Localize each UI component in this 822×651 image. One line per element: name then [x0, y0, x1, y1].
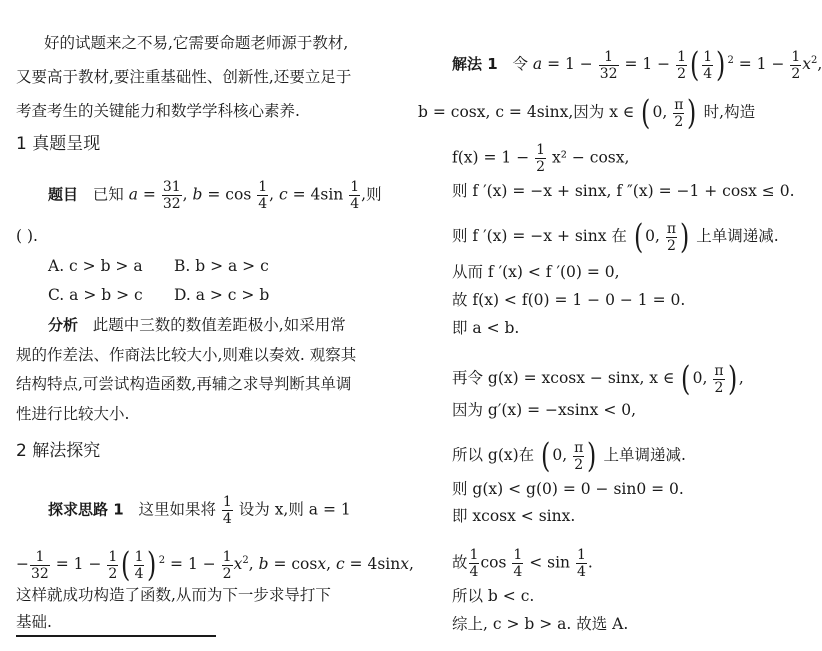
solution-since: 从而 f ′(x) < f ′(0) = 0, [452, 263, 620, 281]
solution-g: 再令 g(x) = xcosx − sinx, x ∈ ( 0, $\frac{\pi}{2}$ ) , [452, 359, 744, 399]
idea-end-2: 基础. [16, 613, 52, 631]
analysis-line-4: 性进行比较大小. [16, 405, 130, 423]
fraction-1-32: $\frac{1}{32}$ [31, 548, 49, 582]
option-c: C. a > b > c [48, 286, 143, 304]
solution-gp: 因为 g′(x) = −xsinx < 0, [452, 401, 637, 419]
solution-deriv: 则 f ′(x) = −x + sinx, f ″(x) = −1 + cosx ≤ 0. [452, 182, 795, 200]
solution-mono: 则 f ′(x) = −x + sinx 在 ( 0, $\frac{\pi}{2}$ ) 上单调递减. [452, 217, 779, 257]
solution-conclusion: 综上, c > b > a. 故选 A. [452, 615, 629, 633]
idea-line-1: 探求思路 1 这里如果将 $\frac{1}{4}$ 设为 x,则 a = 1 [48, 494, 351, 527]
problem-label: 题目 [48, 185, 79, 204]
idea-end-1: 这样就成功构造了函数,从而为下一步求导打下 [16, 586, 331, 604]
footnote-rule [16, 635, 216, 637]
fraction-1-4: $\frac{1}{4}$ [350, 179, 360, 212]
option-a: A. c > b > a [48, 257, 143, 275]
intro-line-2: 又要高于教材,要注重基础性、创新性,还要立足于 [16, 68, 352, 86]
analysis-line-1: 分析 此题中三数的数值差距极小,如采用常 [48, 316, 346, 334]
solution-gval: 则 g(x) < g(0) = 0 − sin0 = 0. [452, 480, 684, 498]
solution-fx: f(x) = 1 − $\frac{1}{2}$ x² − cosx, [452, 142, 630, 175]
fraction-1-4: $\frac{1}{4}$ [222, 494, 232, 527]
analysis-label: 分析 [48, 316, 79, 334]
option-d: D. a > c > b [174, 286, 270, 304]
solution-b-lt-c: 所以 b < c. [452, 587, 535, 605]
solution-so-cos: 故 $\frac{1}{4}$ cos $\frac{1}{4}$ < sin $\frac{1}{4}$ . [452, 547, 593, 580]
section-heading-2: 2 解法探究 [16, 441, 101, 461]
fraction-1-2: $\frac{1}{2}$ [108, 548, 118, 582]
analysis-line-3: 结构特点,可尝试构造函数,再辅之求导判断其单调 [16, 375, 352, 393]
solution-a-lt-b: 即 a < b. [452, 319, 520, 337]
option-b: B. b > a > c [174, 257, 269, 275]
problem-then: ,则 [361, 185, 382, 204]
intro-line-1: 好的试题来之不易,它需要命题老师源于教材, [44, 34, 349, 52]
intro-line-3: 考查考生的关键能力和数学学科核心素养. [16, 102, 300, 120]
solution-label: 解法 1 [452, 55, 498, 73]
solution-gmono: 所以 g(x)在 ( 0, $\frac{\pi}{2}$ ) 上单调递减. [452, 436, 686, 476]
section-heading-1: 1 真题呈现 [16, 134, 101, 154]
fraction-31-32: $\frac{31}{32}$ [162, 179, 181, 212]
solution-line-2: b = cosx, c = 4sinx,因为 x ∈ ( 0, $\frac{\pi}{2}$ ) 时,构造 [418, 93, 756, 133]
solution-xcos: 即 xcosx < sinx. [452, 507, 576, 525]
analysis-line-2: 规的作差法、作商法比较大小,则难以奏效. 观察其 [16, 346, 357, 364]
idea-label: 探求思路 1 [48, 500, 124, 519]
fraction-1-4: $\frac{1}{4}$ [258, 179, 268, 212]
answer-blank: ( ). [16, 227, 38, 245]
problem-text: 已知 [92, 185, 124, 204]
problem-line: 题目 已知 a = $\frac{31}{32}$ , b = cos $\frac{1}{4}$ , c = 4sin $\frac{1}{4}$ ,则 [48, 179, 382, 212]
solution-so-f: 故 f(x) < f(0) = 1 − 0 − 1 = 0. [452, 291, 686, 309]
idea-formula-line: − $\frac{1}{32}$ = 1 − $\frac{1}{2}$ ( $\frac{1}{4}$ ) $^2$ = 1 − $\frac{1}{2}$ $x^2$, b = cosx, c = 4sinx, [16, 545, 414, 585]
solution-line-1: 解法 1 令 a = 1 − $\frac{1}{32}$ = 1 − $\frac{1}{2}$ ( $\frac{1}{4}$ ) $^2$ = 1 − $\frac{1}{2}$ $x^2$, [452, 45, 822, 85]
